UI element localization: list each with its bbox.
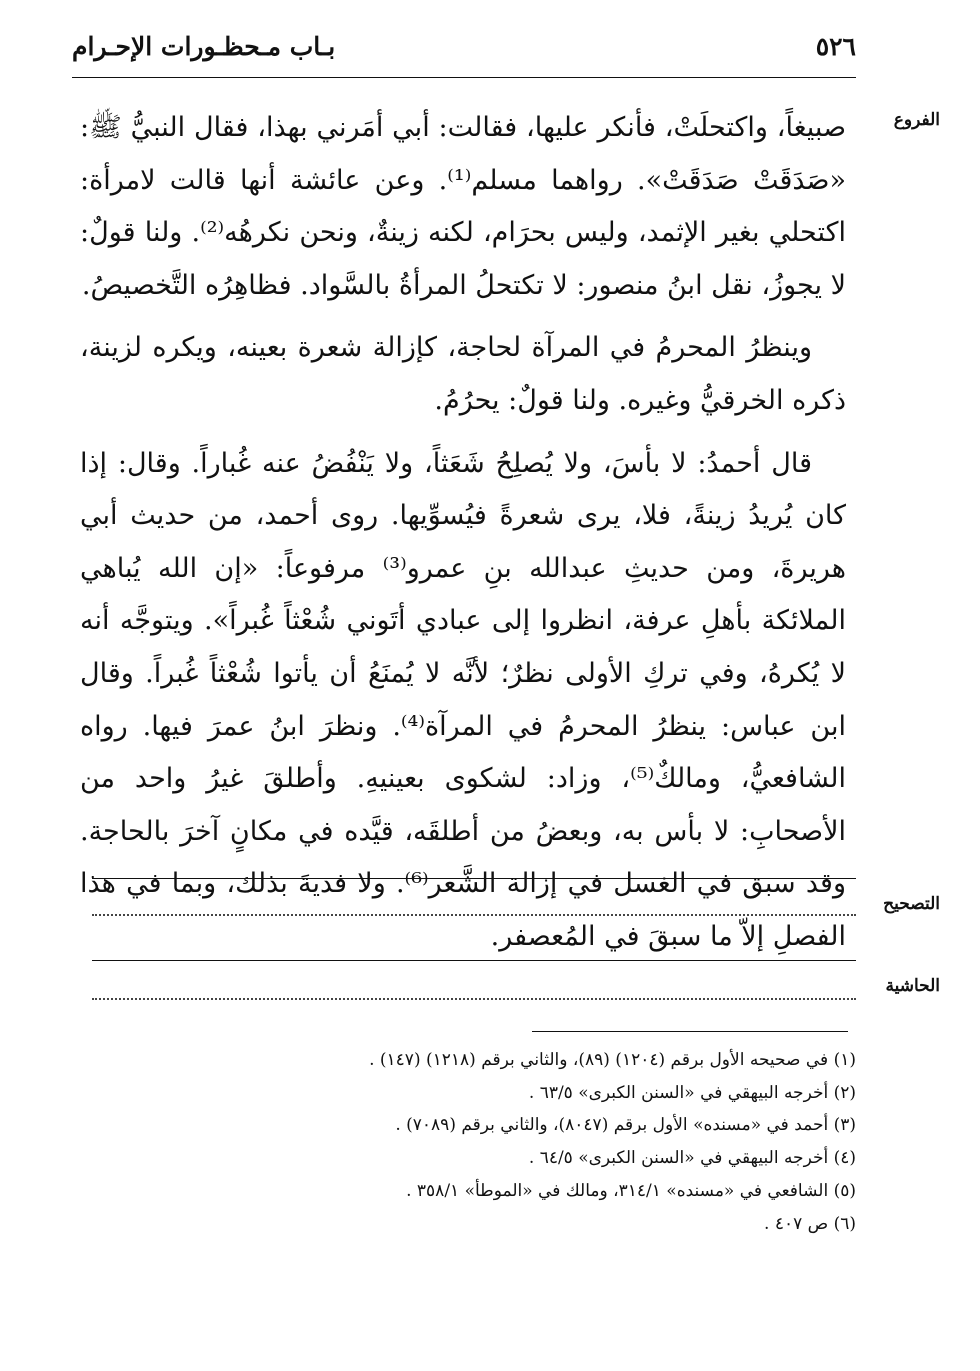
chapter-title: بـاب مـحظـورات الإحـرام — [72, 32, 336, 61]
footnote-3: (٣) أحمد في «مسنده» الأول برقم (٨٠٤٧)، والثاني برقم (٧٠٨٩) . — [395, 1115, 856, 1136]
main-text — [80, 102, 846, 974]
footnotes — [150, 1044, 856, 1240]
running-header — [72, 30, 856, 74]
hashiya-top-rule — [92, 960, 856, 961]
paragraph-1: صبيغاً، واكتحلَتْ، فأنكر عليها، فقالت: أبي أمَرني بهذا، فقال النبيُّ ﷺ: «صَدَقَتْ صَدَقَتْ». رواهما مسلم⁽¹⁾. وعن عائشة أنها قالت لامرأة: اكتحلي بغير الإثمد، وليس بحرَام، لكنه زينةٌ، ونحن نكرهُه⁽²⁾. ولنا قولٌ: لا يجوزُ، نقل ابنُ منصور: لا تكتحلُ المرأةُ بالسَّواد. فظاهِرُه التَّخصيصُ. — [80, 112, 846, 301]
footnote-separator — [532, 1031, 848, 1032]
footnote-2: (٢) أخرجه البيهقي في «السنن الكبرى» ٦٣/٥ . — [528, 1082, 856, 1103]
side-label-hashiya: الحاشية — [885, 976, 940, 996]
paragraph-2: وينظرُ المحرمُ في المرآة لحاجة، كإزالة شعرة بعينه، ويكره لزينة، ذكره الخرقيُّ وغيره. ولنا قولٌ: يحرُمُ. — [80, 332, 846, 416]
hashiya-dotted-line — [92, 998, 856, 1000]
footnote-6: (٦) ص ٤٠٧ . — [764, 1213, 856, 1234]
footnote-1: (١) في صحيحه الأول برقم (١٢٠٤) (٨٩)، والثاني برقم (١٢١٨) (١٤٧) . — [369, 1050, 856, 1070]
page-number: ٥٢٦ — [815, 32, 856, 61]
header-rule — [72, 77, 856, 78]
side-label-tashih: التصحيح — [883, 894, 940, 914]
correction-top-rule — [92, 878, 856, 879]
correction-dotted-line — [92, 914, 856, 916]
paragraph-3: قال أحمدُ: لا بأسَ، ولا يُصلِحُ شَعَثاً، ولا يَنْفُضُ عنه غُباراً. وقال: إذا كان يُريدُ زينةً، فلا، يرى شعرةً فيُسوِّيها. روى أحمد، من حديث أبي هريرةَ، ومن حديثِ عبدالله بنِ عمرو⁽³⁾ مرفوعاً: «إن الله يُباهي الملائكة بأهلِ عرفة، انظروا إلى عبادي أتَوني شُعْثاً غُبراً». ويتوجَّه أنه لا يُكرهُ، وفي تركِ الأولى نظرٌ؛ لأنَّه لا يُمنَعُ أن يأتوا شُعْثاً غُبراً. وقال ابن عباس: ينظرُ المحرمُ في المرآة⁽⁴⁾. ونظرَ ابنُ عمرَ فيها. رواه الشافعيُّ، ومالكٌ⁽⁵⁾، وزاد: لشكوى بعينيهِ. وأطلقَ غيرُ واحد من الأصحابِ: لا بأس به، وبعضُ من أطلقَه، قيَّده في مكانٍ آخرَ بالحاجة. وقد سبق في الغسل في إزالة الشَّعر⁽⁶⁾. ولا فديةَ بذلك، وبما في هذا الفصلِ إلاّ ما سبقَ في المُعصفر. — [80, 447, 847, 952]
side-label-furu: الفروع — [893, 110, 940, 130]
footnote-5: (٥) الشافعي في «مسنده» ٣١٤/١، ومالك في «الموطأ» ٣٥٨/١ . — [406, 1180, 856, 1201]
footnote-4: (٤) أخرجه البيهقي في «السنن الكبرى» ٦٤/٥ . — [528, 1148, 856, 1169]
